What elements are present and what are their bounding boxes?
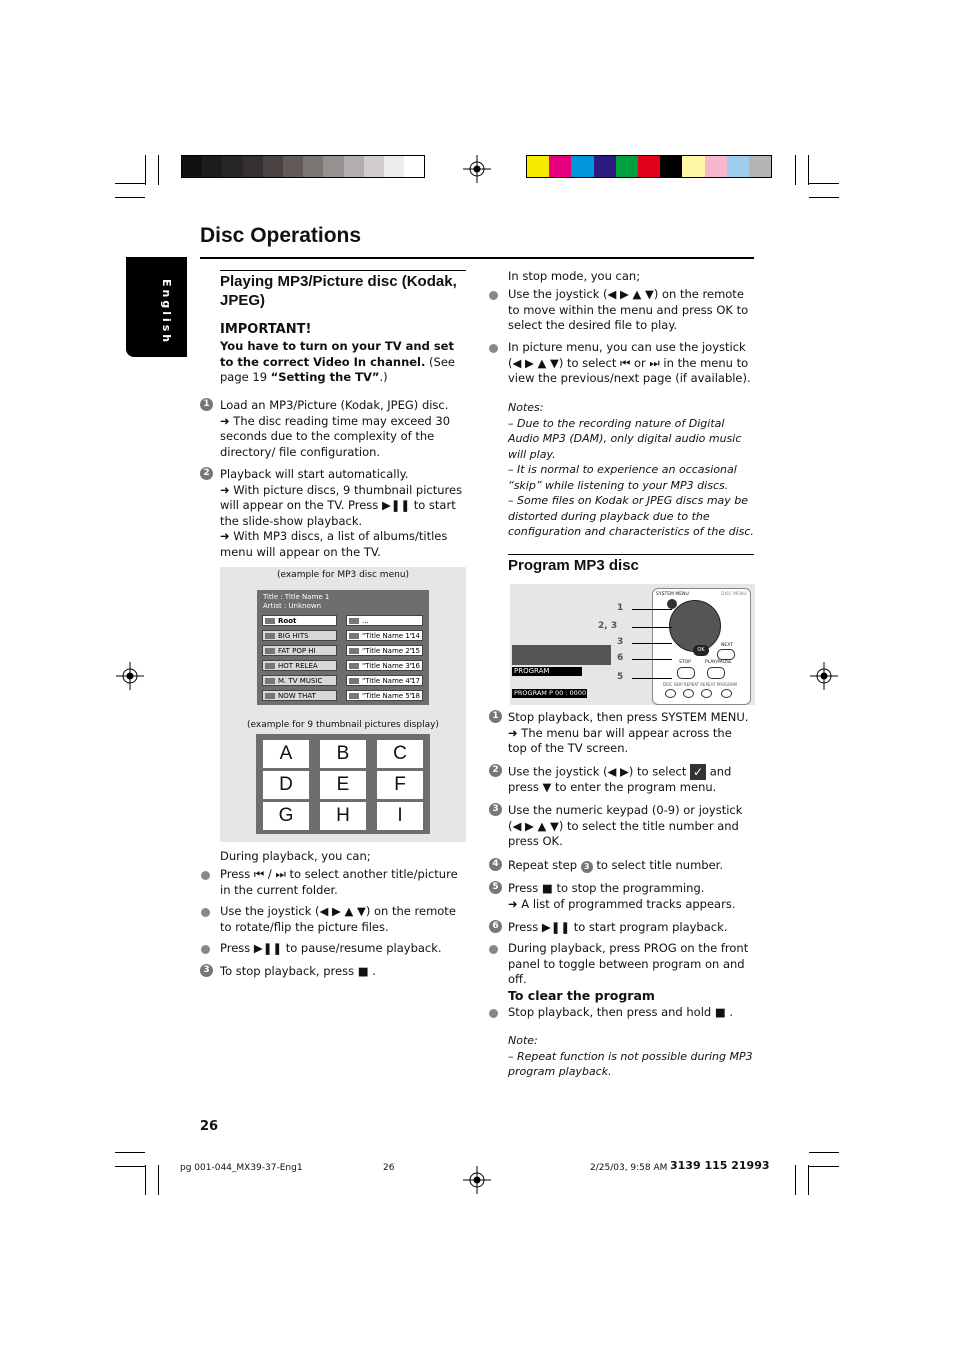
bullet-icon [489, 291, 498, 300]
crop-mark [145, 155, 146, 185]
crop-mark [158, 1165, 159, 1195]
step-2-note-mp3: ➜ With MP3 discs, a list of albums/titles menu will appear on the TV. [220, 529, 448, 559]
mp3-file-number: 16 [411, 662, 420, 670]
program-step-4-line-b: to select title number. [596, 858, 723, 872]
footer-filename: pg 001-044_MX39-37-Eng1 [180, 1163, 303, 1173]
step-number: 2 [489, 764, 502, 777]
remote-callout: 3 [617, 637, 624, 647]
crop-mark [115, 197, 145, 198]
remote-ok-button[interactable] [693, 645, 709, 656]
program-checkbox-icon: ✓ [690, 764, 706, 780]
color-swatch [660, 156, 682, 177]
crop-mark [795, 155, 796, 185]
note-repeat: – Repeat function is not possible during MP3 program playback. [508, 1049, 753, 1078]
color-swatch [705, 156, 727, 177]
remote-system-menu-label: SYSTEM MENU [656, 592, 689, 597]
mp3-file-name: ... [362, 617, 369, 625]
bullet-icon [489, 945, 498, 954]
color-swatch [263, 156, 283, 177]
program-step-1-line: Stop playback, then press SYSTEM MENU. [508, 710, 749, 724]
mp3-file-item [346, 690, 423, 701]
notes-label: Notes: [508, 401, 544, 414]
color-swatch [283, 156, 303, 177]
remote-callout: 6 [617, 653, 624, 663]
note-2: – It is normal to experience an occasional “skip” while listening to your MP3 discs. [508, 463, 737, 492]
program-step-3: Use the numeric keypad (0-9) or joystick (◀ ▶ ▲ ▼) to select the title number and press OK. [508, 803, 743, 848]
bullet-icon [201, 908, 210, 917]
mp3-file-number: 18 [411, 692, 420, 700]
thumbnail-cell: B [320, 740, 366, 768]
mp3-menu-caption: (example for MP3 disc menu) [276, 570, 410, 580]
grayscale-color-bar [181, 155, 425, 178]
program-bar-label: PROGRAM [514, 667, 550, 675]
remote-repeat-ab-button[interactable] [701, 689, 712, 698]
mp3-menu-title: Title : Title Name 1 [263, 593, 330, 601]
program-bullet-prog: During playback, press PROG on the front panel to toggle between program on and off. [508, 941, 749, 986]
important-label: IMPORTANT! [220, 322, 312, 337]
bullet-icon [201, 871, 210, 880]
stop-mode-label: In stop mode, you can; [508, 269, 641, 283]
mp3-file-number: 17 [411, 677, 420, 685]
thumbnail-cell: E [320, 771, 366, 799]
important-ref-end: .) [379, 370, 388, 384]
program-display-label: PROGRAM P 00 : 0000 [514, 689, 587, 697]
color-swatch [303, 156, 323, 177]
note-label: Note: [508, 1034, 538, 1047]
step-number: 3 [200, 964, 213, 977]
remote-repeat-button[interactable] [683, 689, 694, 698]
step-2-line: Playback will start automatically. [220, 467, 409, 481]
step-number: 3 [489, 803, 502, 816]
bullet-prev-next: Press ⏮ / ⏭ to select another title/picture in the current folder. [220, 867, 458, 897]
remote-callout: 1 [617, 603, 624, 613]
bullet-icon [489, 344, 498, 353]
color-swatch [571, 156, 593, 177]
step-number: 2 [200, 467, 213, 480]
step-2-note-picture: ➜ With picture discs, 9 thumbnail pictures will appear on the TV. Press ▶❚❚ to start the slide-show playback. [220, 482, 463, 528]
step-1-note: ➜ The disc reading time may exceed 30 seconds due to the complexity of the directory/ file configuration. [220, 413, 451, 459]
crop-mark [795, 1165, 796, 1195]
mp3-menu-artist: Artist : Unknown [263, 602, 322, 610]
section-rule [508, 554, 754, 555]
bullet-pause: Press ▶❚❚ to pause/resume playback. [220, 941, 442, 955]
page-title: Disc Operations [200, 224, 362, 247]
title-rule [200, 257, 754, 259]
mp3-file-number: 15 [411, 647, 420, 655]
program-step-5-note: ➜ A list of programmed tracks appears. [508, 896, 736, 911]
step-2-text [220, 467, 466, 560]
mp3-folder-item: M. TV MUSIC [262, 675, 337, 686]
important-text [220, 339, 470, 386]
callout-line [632, 627, 672, 628]
step-number: 1 [200, 398, 213, 411]
remote-play-pause-button[interactable] [707, 667, 725, 679]
remote-stop-label: STOP [679, 660, 691, 665]
remote-program-button[interactable] [721, 689, 732, 698]
thumbs-caption: (example for 9 thumbnail pictures display) [247, 720, 439, 730]
program-step-2-line-b: and press ▼ to enter the program menu. [508, 764, 732, 794]
page-number: 26 [200, 1119, 219, 1134]
mp3-folder-item: FAT POP HI [262, 645, 337, 656]
crop-mark [809, 183, 839, 184]
program-bar [512, 667, 582, 676]
crop-mark [115, 183, 145, 184]
clear-program-heading: To clear the program [508, 988, 655, 1003]
step-1-line: Load an MP3/Picture (Kodak, JPEG) disc. [220, 398, 449, 412]
thumbnail-cell: A [263, 740, 309, 768]
footer-date: 2/25/03, 9:58 AM [590, 1163, 668, 1173]
registration-mark-icon [463, 1166, 491, 1194]
important-ref: (See page 19 [220, 354, 455, 384]
mp3-file-name: "Title Name 4" [362, 677, 413, 685]
mp3-file-number: 14 [411, 632, 420, 640]
remote-callout: 5 [617, 672, 624, 682]
section-heading-mp3-picture: Playing MP3/Picture disc (Kodak, JPEG) [220, 273, 457, 309]
program-step-1-note: ➜ The menu bar will appear across the top of the TV screen. [508, 725, 732, 755]
clear-program-bullet: Stop playback, then press and hold ■ . [508, 1005, 734, 1019]
color-swatch [749, 156, 771, 177]
remote-joystick[interactable] [669, 600, 721, 652]
program-display [512, 689, 587, 698]
tv-menu-bar [512, 645, 611, 665]
step-3-stop: To stop playback, press ■ . [220, 964, 376, 978]
thumbnail-cell: F [377, 771, 423, 799]
mp3-folder-item: NOW THAT [262, 690, 337, 701]
program-step-2 [508, 764, 754, 796]
note-3: – Some files on Kodak or JPEG discs may be distorted during playback due to the configuration and characteristics of the disc. [508, 494, 754, 538]
mp3-folder-item: HOT RELEA [262, 660, 337, 671]
mp3-file-name: "Title Name 1" [362, 632, 413, 640]
remote-bottom-row-labels: DISC SKIP REPEAT REPEAT PROGRAM [663, 682, 737, 687]
mp3-file-item [346, 660, 423, 671]
footer-page: 26 [383, 1163, 395, 1173]
right-bullet-joystick: Use the joystick (◀ ▶ ▲ ▼) on the remote to move within the menu and press OK to select the desired file to play. [508, 287, 749, 332]
notes-block [508, 400, 754, 540]
section-heading-program: Program MP3 disc [508, 557, 639, 574]
crop-mark [808, 1165, 809, 1195]
thumbnail-cell: I [377, 802, 423, 830]
crop-mark [808, 155, 809, 185]
thumbnail-cell: C [377, 740, 423, 768]
remote-body [652, 588, 751, 705]
program-step-6: Press ▶❚❚ to start program playback. [508, 920, 728, 934]
color-swatch [182, 156, 202, 177]
footer-code: 3139 115 21993 [670, 1159, 770, 1172]
color-swatch [323, 156, 343, 177]
language-tab [126, 257, 187, 357]
step-1-text [220, 398, 466, 460]
color-swatch [202, 156, 222, 177]
mp3-file-item [346, 630, 423, 641]
important-ref-title: “Setting the TV” [270, 370, 380, 384]
color-swatch [344, 156, 364, 177]
program-step-1 [508, 710, 754, 757]
during-playback-label: During playback, you can; [220, 849, 371, 863]
color-swatch [404, 156, 424, 177]
color-swatch [364, 156, 384, 177]
remote-next-button[interactable] [717, 649, 735, 660]
crop-mark [145, 1165, 146, 1195]
bullet-rotate: Use the joystick (◀ ▶ ▲ ▼) on the remote to rotate/flip the picture files. [220, 904, 456, 934]
remote-play-pause-label: PLAY/PAUSE [705, 660, 732, 665]
color-swatch [638, 156, 660, 177]
step-number: 1 [489, 710, 502, 723]
mp3-file-item [346, 615, 423, 626]
step-ref-badge: 3 [581, 861, 593, 873]
color-swatch [527, 156, 549, 177]
program-step-5 [508, 881, 754, 912]
mp3-file-name: "Title Name 3" [362, 662, 413, 670]
program-step-4-line: Repeat step [508, 858, 578, 872]
color-swatch [222, 156, 242, 177]
color-swatch [549, 156, 571, 177]
crop-mark [809, 197, 839, 198]
note-block [508, 1033, 754, 1080]
program-step-2-line: Use the joystick (◀ ▶) to select [508, 764, 687, 779]
crop-mark [115, 1152, 145, 1153]
mp3-folder-item: BIG HITS [262, 630, 337, 641]
registration-mark-icon [810, 662, 838, 690]
mp3-file-item [346, 645, 423, 656]
crop-mark [809, 1152, 839, 1153]
thumbnail-cell: D [263, 771, 309, 799]
color-swatch [682, 156, 704, 177]
mp3-file-name: "Title Name 5" [362, 692, 413, 700]
callout-line [632, 678, 672, 679]
crop-mark [115, 1166, 145, 1167]
cmyk-color-bar [526, 155, 772, 178]
mp3-file-name: "Title Name 2" [362, 647, 413, 655]
right-bullet-picture-menu: In picture menu, you can use the joystick (◀ ▶ ▲ ▼) to select ⏮ or ⏭ in the menu to view the previous/next page (if available). [508, 340, 751, 385]
remote-bottom-buttons [665, 689, 745, 697]
program-step-5-line: Press ■ to stop the programming. [508, 881, 705, 895]
callout-line [632, 659, 672, 660]
note-1: – Due to the recording nature of Digital Audio MP3 (DAM), only digital audio music will play. [508, 416, 742, 461]
registration-mark-icon [116, 662, 144, 690]
crop-mark [809, 1166, 839, 1167]
bullet-icon [489, 1009, 498, 1018]
callout-line [632, 609, 672, 610]
program-step-4 [508, 858, 754, 874]
remote-next-label: NEXT [721, 643, 733, 648]
bullet-icon [201, 945, 210, 954]
color-swatch [384, 156, 404, 177]
important-bold-text: You have to turn on your TV and set to the correct Video In channel. [220, 339, 454, 369]
color-swatch [594, 156, 616, 177]
remote-disc-skip-button[interactable] [665, 689, 676, 698]
mp3-folder-item: Root [262, 615, 337, 626]
crop-mark [158, 155, 159, 185]
section-rule [220, 270, 466, 271]
callout-line [632, 643, 672, 644]
color-swatch [727, 156, 749, 177]
thumbnail-cell: G [263, 802, 309, 830]
thumbnail-cell: H [320, 802, 366, 830]
step-number: 5 [489, 881, 502, 894]
mp3-file-item [346, 675, 423, 686]
remote-callout: 2, 3 [598, 621, 618, 631]
step-number: 6 [489, 920, 502, 933]
registration-mark-icon [463, 155, 491, 183]
remote-ok-label: OK [697, 647, 705, 653]
remote-disc-menu-label: DISC MENU [721, 592, 747, 597]
color-swatch [616, 156, 638, 177]
language-tab-label: English [160, 279, 173, 346]
color-swatch [243, 156, 263, 177]
step-number: 4 [489, 858, 502, 871]
remote-stop-button[interactable] [677, 667, 695, 679]
